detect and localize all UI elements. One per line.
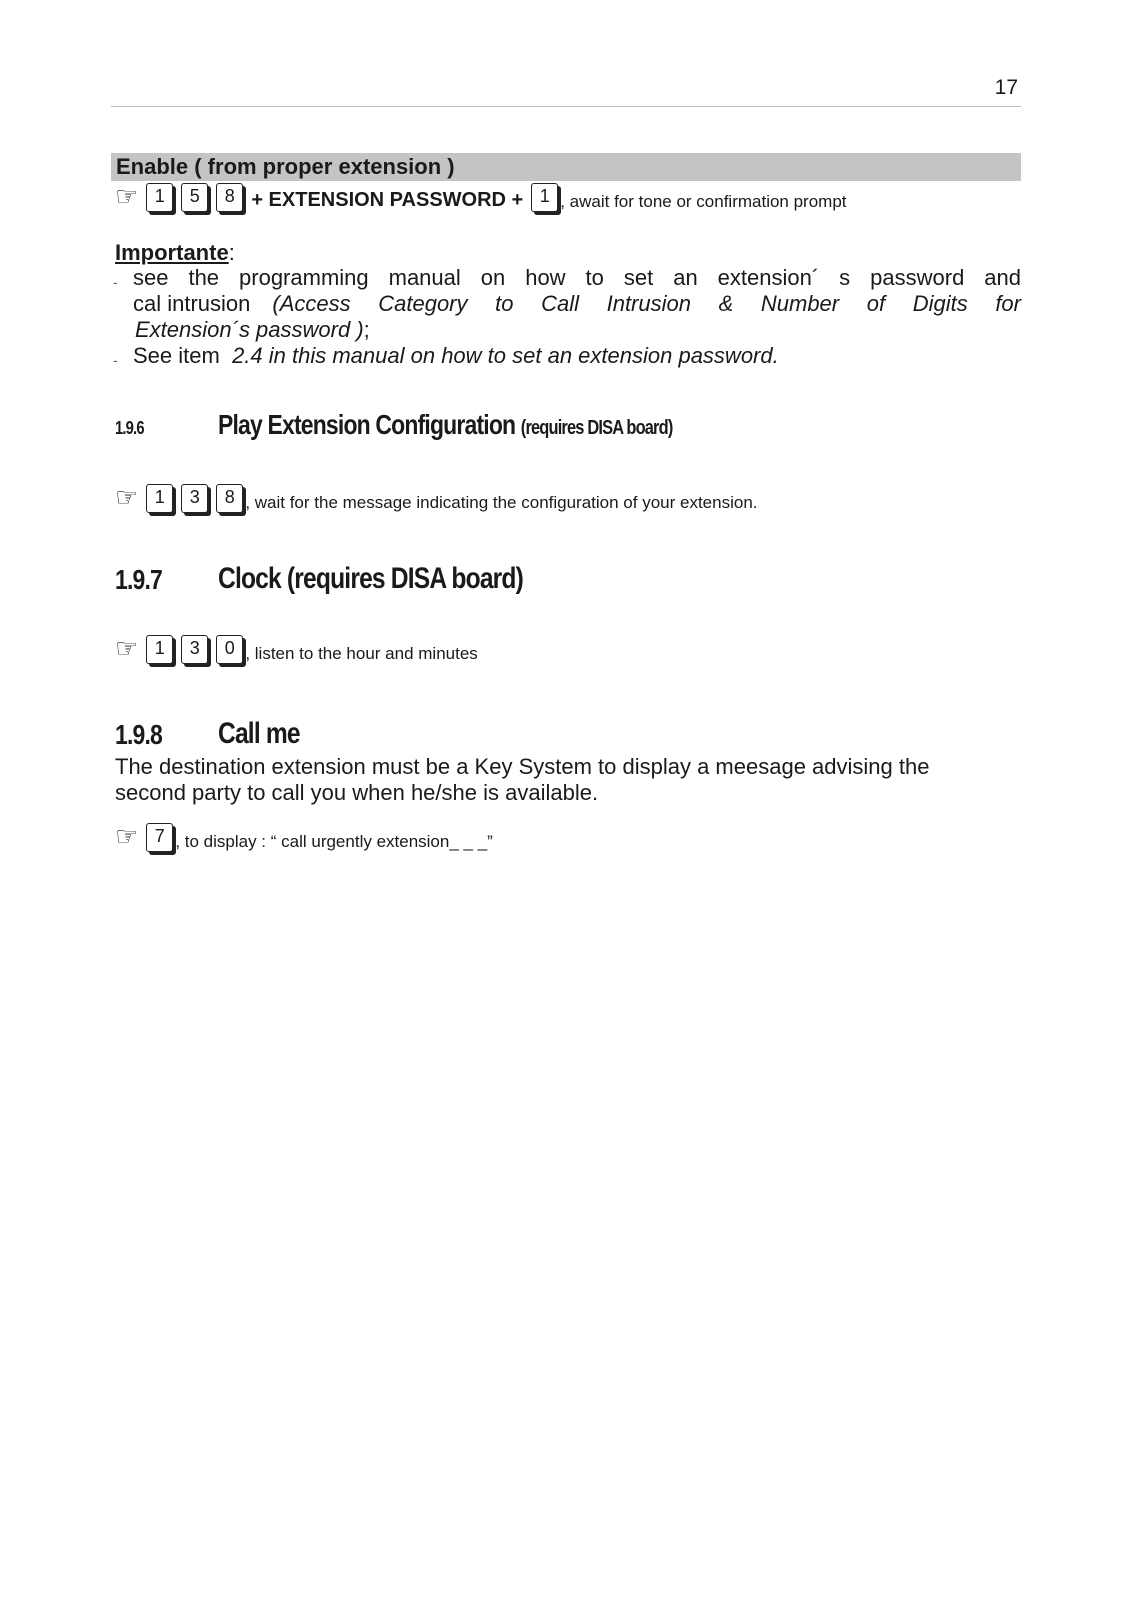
- key-icon: 8: [216, 183, 243, 212]
- key-icon: 1: [146, 635, 173, 664]
- bullet: -: [113, 352, 118, 368]
- importante-heading: Importante:: [115, 240, 235, 265]
- enable-section-band: [111, 153, 1021, 181]
- section-198-title: Call me: [218, 717, 300, 750]
- section-196-title: Play Extension Configuration (requires DISA board): [218, 409, 673, 440]
- importante-label: Importante: [115, 240, 229, 265]
- section-196-key-sequence: [115, 484, 758, 513]
- section-196-text: , wait for the message indicating the configuration of your extension.: [245, 493, 758, 512]
- page-number: 17: [994, 76, 1018, 99]
- importante-item1-line1: see the programming manual on how to set an extension´ s password and: [133, 265, 1021, 290]
- section-196-number: 1.9.6: [115, 418, 144, 438]
- key-icon: 0: [216, 635, 243, 664]
- section-197-title: Clock (requires DISA board): [218, 562, 524, 595]
- key-icon: 3: [181, 635, 208, 664]
- pointing-hand-icon: ☞: [115, 634, 139, 664]
- importante-item1-line3: Extension´s password );: [135, 317, 370, 342]
- header-rule: [111, 106, 1021, 107]
- pointing-hand-icon: ☞: [115, 822, 139, 852]
- extension-password-text: + EXTENSION PASSWORD +: [251, 189, 524, 211]
- section-197-text: , listen to the hour and minutes: [245, 644, 478, 663]
- key-icon: 1: [146, 183, 173, 212]
- pointing-hand-icon: ☞: [115, 483, 139, 513]
- section-197-number: 1.9.7: [115, 564, 162, 595]
- importante-item2: See item 2.4 in this manual on how to set an extension password.: [133, 343, 779, 368]
- section-198-body-line2: second party to call you when he/she is available.: [115, 780, 599, 805]
- key-icon: 7: [146, 823, 173, 852]
- pointing-hand-icon: ☞: [115, 182, 139, 212]
- enable-key-sequence: [115, 183, 847, 212]
- section-198-key-sequence: [115, 823, 493, 852]
- key-icon: 1: [531, 183, 558, 212]
- importante-item1-line2: cal intrusion (Access Category to Call Intrusion & Number of Digits for: [133, 291, 1021, 316]
- enable-section-title: Enable ( from proper extension ): [116, 154, 455, 179]
- section-198-text: , to display : “ call urgently extension_ _ _”: [175, 832, 493, 851]
- key-icon: 5: [181, 183, 208, 212]
- key-icon: 8: [216, 484, 243, 513]
- key-icon: 3: [181, 484, 208, 513]
- section-197-key-sequence: [115, 635, 478, 664]
- section-198-body-line1: The destination extension must be a Key System to display a meesage advising the: [115, 754, 930, 779]
- section-198-number: 1.9.8: [115, 719, 162, 750]
- key-icon: 1: [146, 484, 173, 513]
- await-tone-text: , await for tone or confirmation prompt: [560, 192, 847, 211]
- bullet: -: [113, 274, 118, 290]
